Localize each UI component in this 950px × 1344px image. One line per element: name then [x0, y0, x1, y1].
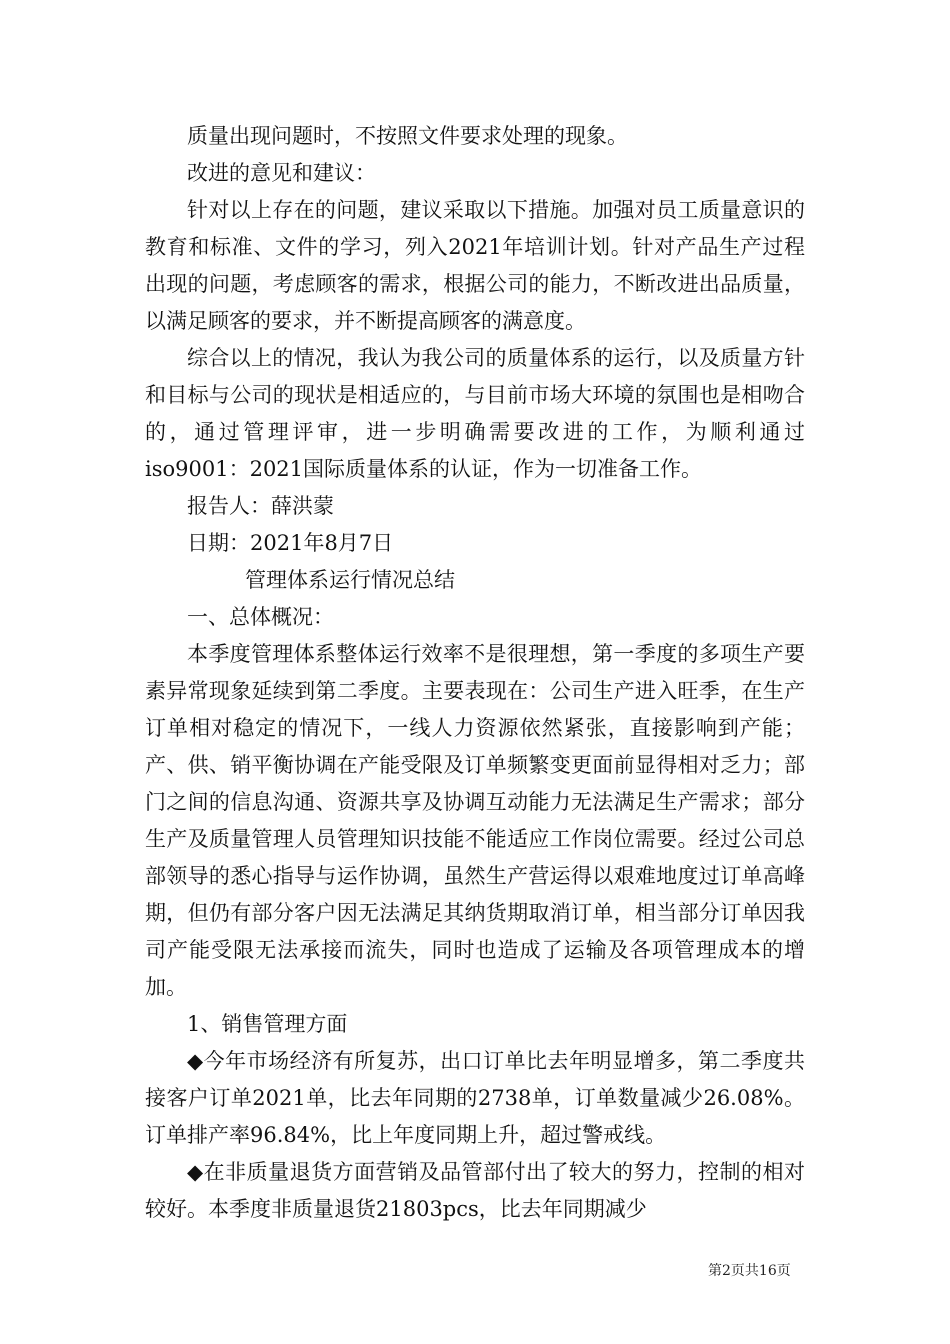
paragraph-issue-handling: 质量出现问题时，不按照文件要求处理的现象。: [187, 124, 628, 148]
sales-heading: 1、销售管理方面: [187, 1012, 348, 1036]
page-number-footer: 第2页共16页: [708, 1263, 791, 1279]
paragraph-returns: ◆在非质量退货方面营销及品管部付出了较大的努力，控制的相对较好。本季度非质量退货21803pcs，比去年同期减少: [145, 1160, 805, 1221]
paragraph-improvement-heading: 改进的意见和建议：: [187, 161, 376, 185]
section-title: 管理体系运行情况总结: [245, 568, 455, 592]
paragraph-conclusion: 综合以上的情况，我认为我公司的质量体系的运行，以及质量方针和目标与公司的现状是相适应的，与目前市场大环境的氛围也是相吻合的，通过管理评审，进一步明确需要改进的工作，为顺利通过iso9001：2021国际质量体系的认证，作为一切准备工作。: [145, 346, 805, 481]
paragraph-sales-orders: ◆今年市场经济有所复苏，出口订单比去年明显增多，第二季度共接客户订单2021单，比去年同期的2738单，订单数量减少26.08%。订单排产率96.84%，比上年度同期上升，超过警戒线。: [145, 1049, 805, 1147]
paragraph-overview: 本季度管理体系整体运行效率不是很理想，第一季度的多项生产要素异常现象延续到第二季度。主要表现在：公司生产进入旺季，在生产订单相对稳定的情况下，一线人力资源依然紧张，直接影响到产能；产、供、销平衡协调在产能受限及订单频繁变更面前显得相对乏力；部门之间的信息沟通、资源共享及协调互动能力无法满足生产需求；部分生产及质量管理人员管理知识技能不能适应工作岗位需要。经过公司总部领导的悉心指导与运作协调，虽然生产营运得以艰难地度过订单高峰期，但仍有部分客户因无法满足其纳货期取消订单，相当部分订单因我司产能受限无法承接而流失，同时也造成了运输及各项管理成本的增加。: [145, 642, 805, 999]
document-body: [145, 118, 805, 1228]
date-line: 日期：2021年8月7日: [187, 531, 394, 555]
overview-heading: 一、总体概况：: [187, 605, 334, 629]
reporter-line: 报告人：薛洪蒙: [187, 494, 334, 518]
paragraph-improvement-measures: 针对以上存在的问题，建议采取以下措施。加强对员工质量意识的教育和标准、文件的学习，列入2021年培训计划。针对产品生产过程出现的问题，考虑顾客的需求，根据公司的能力，不断改进出品质量，以满足顾客的要求，并不断提高顾客的满意度。: [145, 198, 805, 333]
